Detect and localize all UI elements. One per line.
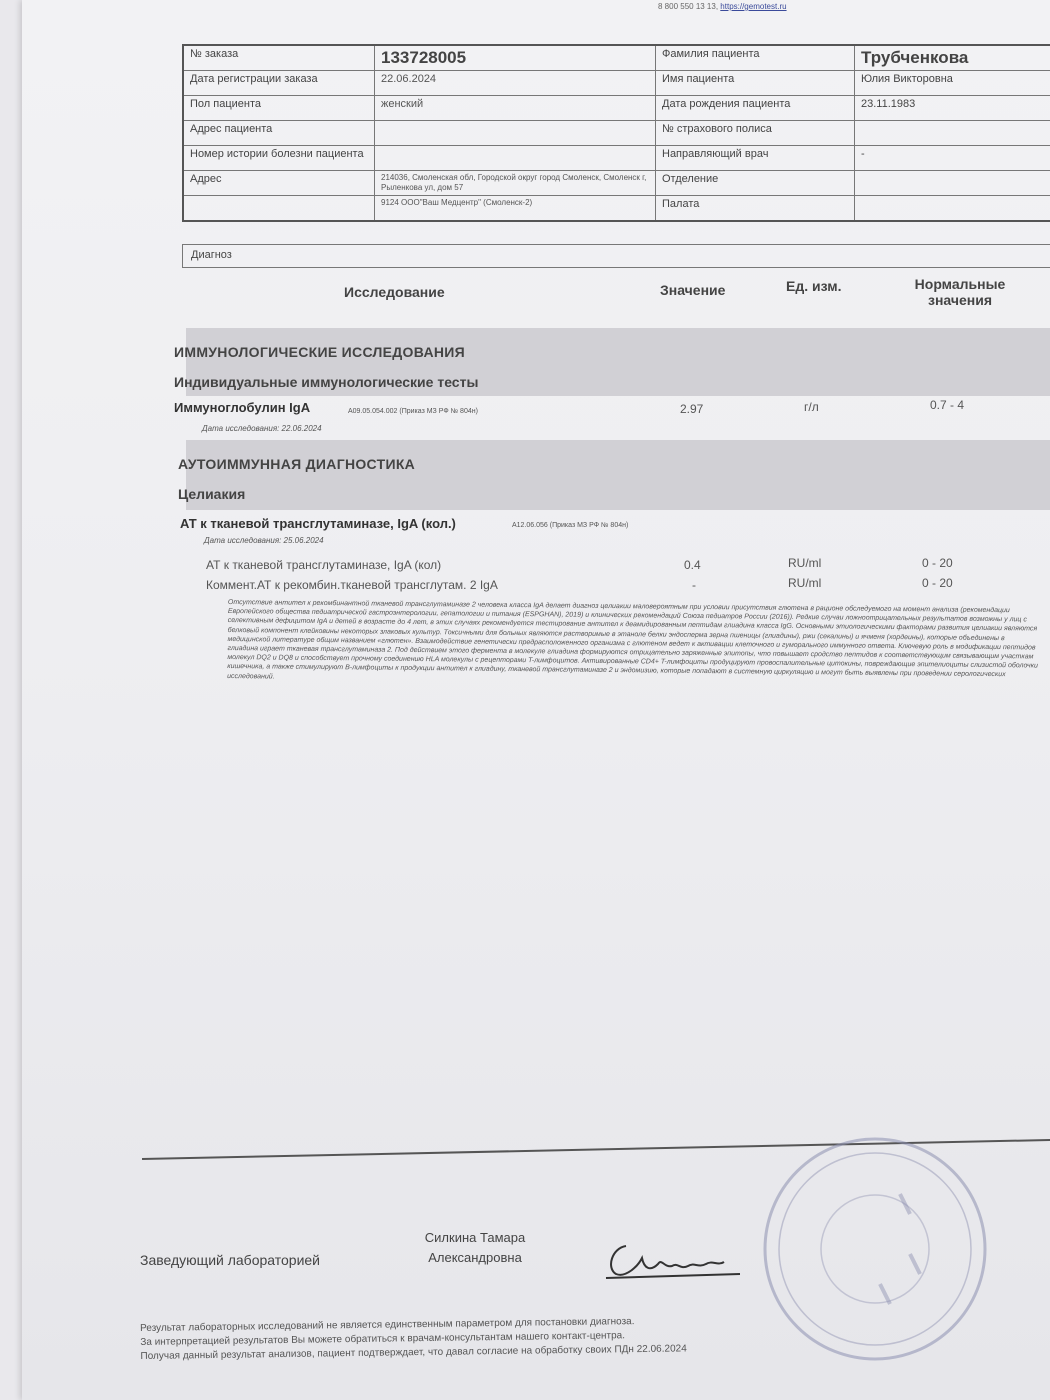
footer-line3: Получая данный результат анализов, пациент подтверждает, что давал согласие на обработку своих ПДн 22.06.2024 [140, 1343, 687, 1362]
section-immuno-subtitle: Индивидуальные иммунологические тесты [174, 374, 479, 390]
ttg-row1-unit: RU/ml [788, 556, 822, 570]
section-autoimmune-band [186, 440, 1050, 510]
ward-value [855, 196, 1050, 222]
ttg-row1-norm: 0 - 20 [922, 556, 953, 570]
patient-dob: 23.11.1983 [855, 96, 1050, 121]
test-ttg-code: A12.06.056 (Приказ МЗ РФ № 804н) [512, 522, 629, 529]
patient-name: Юлия Викторовна [855, 71, 1050, 96]
test-ttg-date: Дата исследования: 25.06.2024 [204, 536, 324, 545]
dept-value [855, 171, 1050, 196]
reg-date-label: Дата регистрации заказа [183, 71, 375, 96]
col-norm [900, 276, 1020, 308]
addr-label: Адрес [183, 171, 375, 196]
patient-address-label: Адрес пациента [183, 121, 375, 146]
sex-label: Пол пациента [183, 96, 375, 121]
footer-line2: За интерпретацией результатов Вы можете обратиться к врачам-консультантам нашего контакт-центра. [140, 1330, 626, 1348]
reg-date: 22.06.2024 [375, 71, 656, 96]
test-iga-norm: 0.7 - 4 [930, 398, 965, 412]
signature-name-line2: Александровна [428, 1250, 522, 1265]
section-autoimmune-subtitle: Целиакия [178, 486, 246, 502]
diagnosis-label: Диагноз [191, 249, 232, 261]
name-label: Имя пациента [656, 71, 855, 96]
ttg-row2-unit: RU/ml [788, 576, 822, 590]
test-iga-value: 2.97 [680, 402, 704, 416]
ward-label: Палата [656, 196, 855, 222]
addr-value: 214036, Смоленская обл, Городской округ город Смоленск, Смоленск г, Рыленкова ул, дом 57 [375, 171, 656, 196]
patient-lastname: Трубченкова [861, 48, 969, 67]
order-no: 133728005 [381, 48, 467, 67]
ttg-row2-name: Коммент.АТ к рекомбин.тканевой трансглутам. 2 IgA [206, 578, 498, 592]
lab-report-page [22, 0, 1050, 1400]
order-no-label: № заказа [183, 45, 375, 71]
website-link[interactable]: https://gemotest.ru [720, 2, 787, 11]
patient-info-table [182, 44, 1050, 222]
footer-disclaimer [140, 1313, 801, 1364]
history-label: Номер истории болезни пациента [183, 146, 375, 171]
section-autoimmune-title: АУТОИММУННАЯ ДИАГНОСТИКА [178, 456, 416, 472]
test-iga-code: A09.05.054.002 (Приказ МЗ РФ № 804н) [348, 408, 478, 415]
doctor-value: - [855, 146, 1050, 171]
test-iga-date: Дата исследования: 22.06.2024 [202, 424, 322, 433]
test-iga-name: Иммуноглобулин IgA [174, 400, 311, 415]
signature-role: Заведующий лабораторией [140, 1252, 320, 1268]
test-iga-unit: г/л [804, 400, 819, 414]
contact-line [658, 2, 787, 11]
ttg-row2-value: - [692, 578, 696, 592]
col-norm-line1: Нормальные [914, 276, 1006, 292]
doctor-label: Направляющий врач [656, 146, 855, 171]
signature-name-line1: Силкина Тамара [424, 1230, 526, 1245]
ttg-row1-name: АТ к тканевой трансглутаминазе, IgA (кол) [206, 558, 442, 572]
section-immuno-title: ИММУНОЛОГИЧЕСКИЕ ИССЛЕДОВАНИЯ [174, 344, 465, 360]
col-norm-line2: значения [928, 292, 992, 308]
dept-label: Отделение [656, 171, 855, 196]
patient-address [375, 121, 656, 146]
footer-line1: Результат лабораторных исследований не является единственным параметром для постановки диагноза. [140, 1316, 635, 1334]
policy-value [855, 121, 1050, 146]
dob-label: Дата рождения пациента [656, 96, 855, 121]
ttg-row1-value: 0.4 [684, 558, 701, 572]
ttg-comment-note: Отсутствие антител к рекомбинантной тканевой трансглутаминазе 2 человека класса IgA делает диагноз целиакии маловероятным при условии присутствия глютена в рационе обследуемого на момент анализа (рекомендации Европейского общества педиатрической гастроэнтерологии, гепатологии и питания (ESPGHAN), 2019) и клинических рекомендаций Союза педиатров России (2016)). Редкие случаи ложноотрицательных результатов возможны у лиц с селективным дефицитом IgA и детей в возрасте до 4 лет, в этих случаях рекомендуется тестирование антител к деамидированным пептидам глиадина класса IgG. Основными этиологическими факторами развития целиакии являются белковый компонент клейковины некоторых злаковых культур. Токсичными для больных являются растворимые в этаноле белки эндосперма зерна пшеницы (глиадины), ржи (секалины) и ячменя (хордеины), которые объединены в медицинской литературе общим названием «глютен». Взаимодействие генетически предрасположенного организма с глютеном ведет к активации клеточного и гуморального иммунного ответа. Ключевую роль в модификации пептидов глиадина играет тканевая трансглутаминаза 2. Под действием этого фермента в молекуле глиадина формируются отрицательно заряженные эпитопы, что повышает сродство пептидов к соответствующим связывающим участкам молекул DQ2 и DQ8 и способствует прочному соединению HLA молекулы с рецепторами T-лимфоцитов. Активированные CD4+ T-лимфоциты продуцируют провоспалительные цитокины, повреждающие эпителиоциты слизистой оболочки кишечника, а также стимулируют B-лимфоциты к продукции антител к глиадину, тканевой трансглутаминазе 2 и эндомизию, которые попадают в системную циркуляцию и могут быть выявлены при проведении серологических исследований. [227, 598, 1038, 681]
policy-label: № страхового полиса [656, 121, 855, 146]
col-unit: Ед. изм. [786, 278, 842, 294]
branch-value: 9124 ООО"Ваш Медцентр" (Смоленск-2) [375, 196, 656, 222]
history-value [375, 146, 656, 171]
phone-text: 8 800 550 13 13, [658, 2, 719, 11]
handwritten-signature-icon [602, 1228, 752, 1288]
patient-sex: женский [375, 96, 656, 121]
branch-empty-cell [183, 196, 375, 222]
col-study: Исследование [344, 284, 445, 300]
lastname-label: Фамилия пациента [656, 45, 855, 71]
test-ttg-name: АТ к тканевой трансглутаминазе, IgA (кол.) [180, 516, 456, 531]
ttg-row2-norm: 0 - 20 [922, 576, 953, 590]
col-value: Значение [660, 282, 726, 298]
diagnosis-row [182, 244, 1050, 268]
signature-name [410, 1228, 540, 1268]
